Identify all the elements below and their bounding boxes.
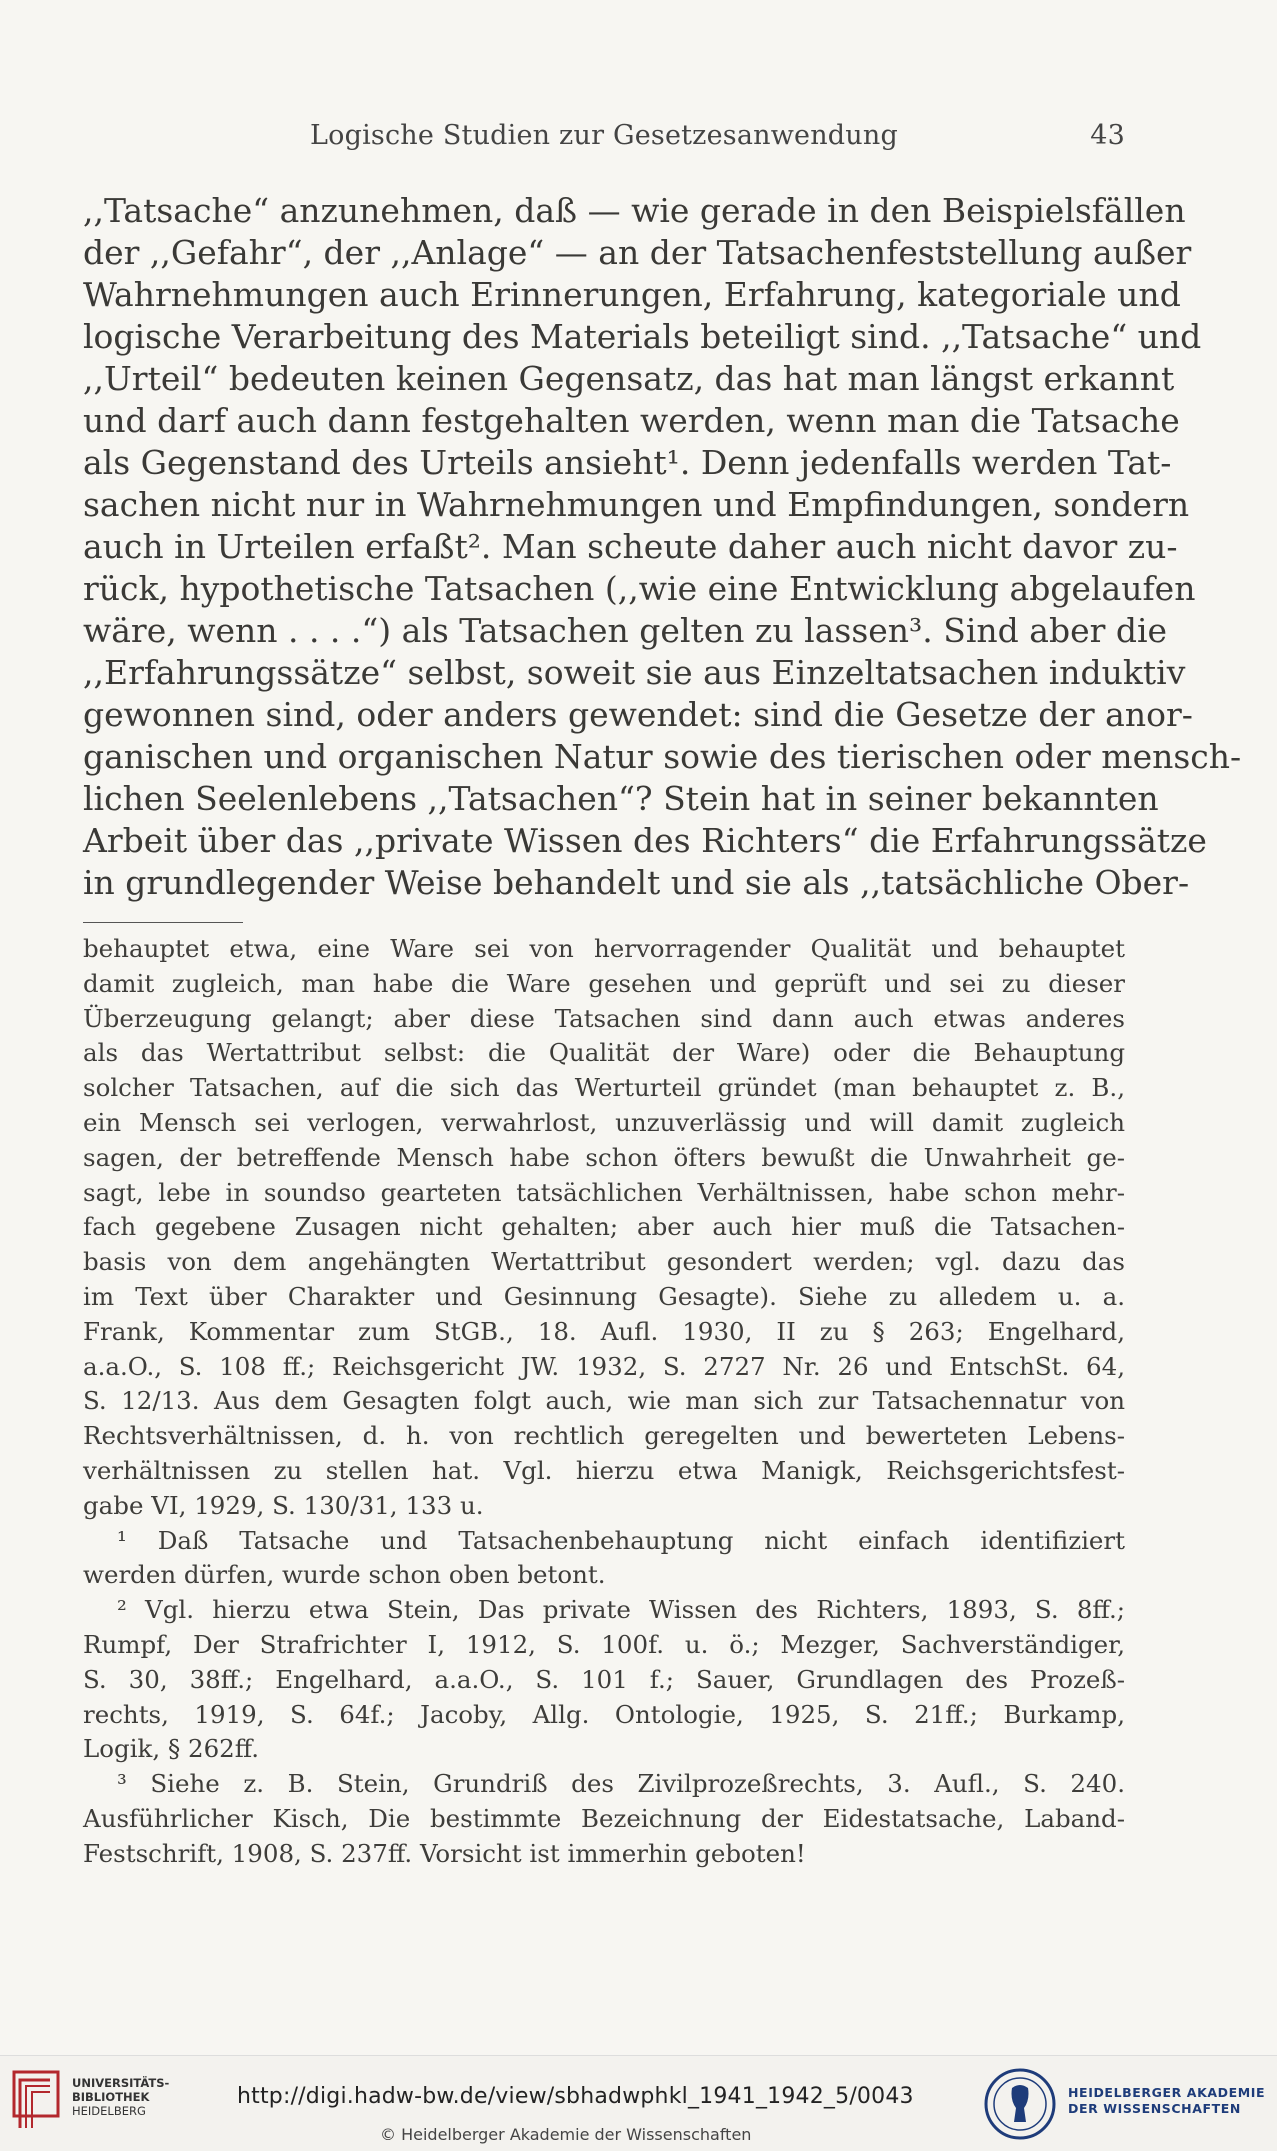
footnotes (83, 932, 1125, 1872)
body-line: und darf auch dann festgehalten werden, wenn man die Tatsache (83, 401, 1180, 440)
footnote-line: sagen, der betreffende Mensch habe schon öfters bewußt die Unwahrheit ge- (83, 1142, 1125, 1172)
body-line: der ,,Gefahr“, der ,,Anlage“ — an der Tatsachenfeststellung außer (83, 233, 1192, 272)
footnote-line: Frank, Kommentar zum StGB., 18. Aufl. 1930, II zu § 263; Engelhard, (83, 1316, 1125, 1346)
footnote-2-line: Rumpf, Der Strafrichter I, 1912, S. 100f. u. ö.; Mezger, Sachverständiger, (83, 1629, 1125, 1659)
footnote-line: im Text über Charakter und Gesinnung Gesagte). Siehe zu alledem u. a. (83, 1281, 1125, 1311)
footnote-line: solcher Tatsachen, auf die sich das Werturteil gründet (man behauptet z. B., (83, 1073, 1125, 1103)
footnote-line: ein Mensch sei verlogen, verwahrlost, unzuverlässig und will damit zugleich (83, 1107, 1125, 1137)
footnote-line: verhältnissen zu stellen hat. Vgl. hierzu etwa Manigk, Reichsgerichtsfest- (83, 1455, 1125, 1485)
footnote-line: S. 12/13. Aus dem Gesagten folgt auch, wie man sich zur Tatsachennatur von (83, 1386, 1125, 1416)
body-line: gewonnen sind, oder anders gewendet: sind die Gesetze der anor- (83, 695, 1193, 734)
viewer-footer (0, 2055, 1277, 2151)
footnote-line: behauptet etwa, eine Ware sei von hervorragender Qualität und behauptet (83, 934, 1125, 963)
footnote-line: a.a.O., S. 108 ff.; Reichsgericht JW. 1932, S. 2727 Nr. 26 und EntschSt. 64, (83, 1351, 1125, 1381)
footnote-3-line: ³ Siehe z. B. Stein, Grundriß des Zivilprozeßrechts, 3. Aufl., S. 240. (117, 1769, 1125, 1799)
body-line: ,,Tatsache“ anzunehmen, daß — wie gerade in den Beispielsfällen (83, 191, 1186, 230)
body-line: in grundlegender Weise behandelt und sie als ,,tatsächliche Ober- (83, 863, 1190, 902)
footnote-3-line: Ausführlicher Kisch, Die bestimmte Bezeichnung der Eidestatsache, Laband- (83, 1803, 1125, 1833)
footnote-line: damit zugleich, man habe die Ware gesehen und geprüft und sei zu dieser (83, 968, 1125, 998)
body-line: logische Verarbeitung des Materials beteiligt sind. ,,Tatsache“ und (83, 317, 1202, 356)
footnote-line: fach gegebene Zusagen nicht gehalten; aber auch hier muß die Tatsachen- (83, 1212, 1125, 1242)
copyright-notice: © Heidelberger Akademie der Wissenschaften (380, 2125, 752, 2144)
body-line: auch in Urteilen erfaßt². Man scheute daher auch nicht davor zu- (83, 527, 1178, 566)
footnote-2-line: Logik, § 262ff. (83, 1734, 260, 1764)
footnote-2-line: rechts, 1919, S. 64f.; Jacoby, Allg. Ontologie, 1925, S. 21ff.; Burkamp, (83, 1699, 1125, 1729)
body-line: ,,Erfahrungssätze“ selbst, soweit sie aus Einzeltatsachen induktiv (83, 653, 1186, 692)
library-name (72, 2076, 169, 2118)
footnote-line: gabe VI, 1929, S. 130/31, 133 u. (83, 1490, 484, 1520)
footnote-line: Rechtsverhältnissen, d. h. von rechtlich geregelten und bewerteten Lebens- (83, 1421, 1125, 1451)
footnote-line: sagt, lebe in soundso gearteten tatsächlichen Verhältnissen, habe schon mehr- (83, 1177, 1125, 1207)
body-line: Arbeit über das ,,private Wissen des Richters“ die Erfahrungssätze (83, 821, 1207, 860)
university-library-logo-icon (10, 2068, 66, 2138)
running-title: Logische Studien zur Gesetzesanwendung (310, 120, 898, 151)
body-line: wäre, wenn . . . .“) als Tatsachen gelten zu lassen³. Sind aber die (83, 611, 1168, 650)
library-name-line: UNIVERSITÄTS- (72, 2076, 170, 2090)
footnote-3-line: Festschrift, 1908, S. 237ff. Vorsicht ist immerhin geboten! (83, 1838, 806, 1868)
footnote-2-line: S. 30, 38ff.; Engelhard, a.a.O., S. 101 f.; Sauer, Grundlagen des Prozeß- (83, 1664, 1125, 1694)
body-line: ganischen und organischen Natur sowie des tierischen oder mensch- (83, 737, 1242, 776)
footnote-separator (83, 922, 243, 923)
academy-name-line: HEIDELBERGER AKADEMIE (1068, 2085, 1266, 2100)
footnote-2-line: ² Vgl. hierzu etwa Stein, Das private Wissen des Richters, 1893, S. 8ff.; (117, 1595, 1125, 1625)
academy-name-line: DER WISSENSCHAFTEN (1068, 2101, 1241, 2116)
page-number: 43 (1090, 120, 1125, 151)
academy-seal-icon (982, 2066, 1058, 2142)
library-name-line: HEIDELBERG (72, 2104, 146, 2118)
academy-name (1068, 2085, 1265, 2117)
footnote-line: Überzeugung gelangt; aber diese Tatsachen sind dann auch etwas anderes (83, 1003, 1125, 1033)
library-name-line: BIBLIOTHEK (72, 2090, 150, 2104)
permalink-url[interactable]: http://digi.hadw-bw.de/view/sbhadwphkl_1941_1942_5/0043 (237, 2084, 914, 2109)
body-line: Wahrnehmungen auch Erinnerungen, Erfahrung, kategoriale und (83, 275, 1181, 314)
body-line: sachen nicht nur in Wahrnehmungen und Empfindungen, sondern (83, 485, 1190, 524)
body-line: lichen Seelenlebens ,,Tatsachen“? Stein hat in seiner bekannten (83, 779, 1159, 818)
footnote-1-line: werden dürfen, wurde schon oben betont. (83, 1560, 606, 1590)
body-line: als Gegenstand des Urteils ansieht¹. Denn jedenfalls werden Tat- (83, 443, 1172, 482)
footnote-line: als das Wertattribut selbst: die Qualität der Ware) oder die Behauptung (83, 1038, 1125, 1068)
footnote-line: basis von dem angehängten Wertattribut gesondert werden; vgl. dazu das (83, 1247, 1125, 1277)
footnote-1-line: ¹ Daß Tatsache und Tatsachenbehauptung nicht einfach identifiziert (117, 1525, 1125, 1555)
body-line: ,,Urteil“ bedeuten keinen Gegensatz, das hat man längst erkannt (83, 359, 1175, 398)
body-text (83, 190, 1242, 904)
body-line: rück, hypothetische Tatsachen (,,wie eine Entwicklung abgelaufen (83, 569, 1196, 608)
